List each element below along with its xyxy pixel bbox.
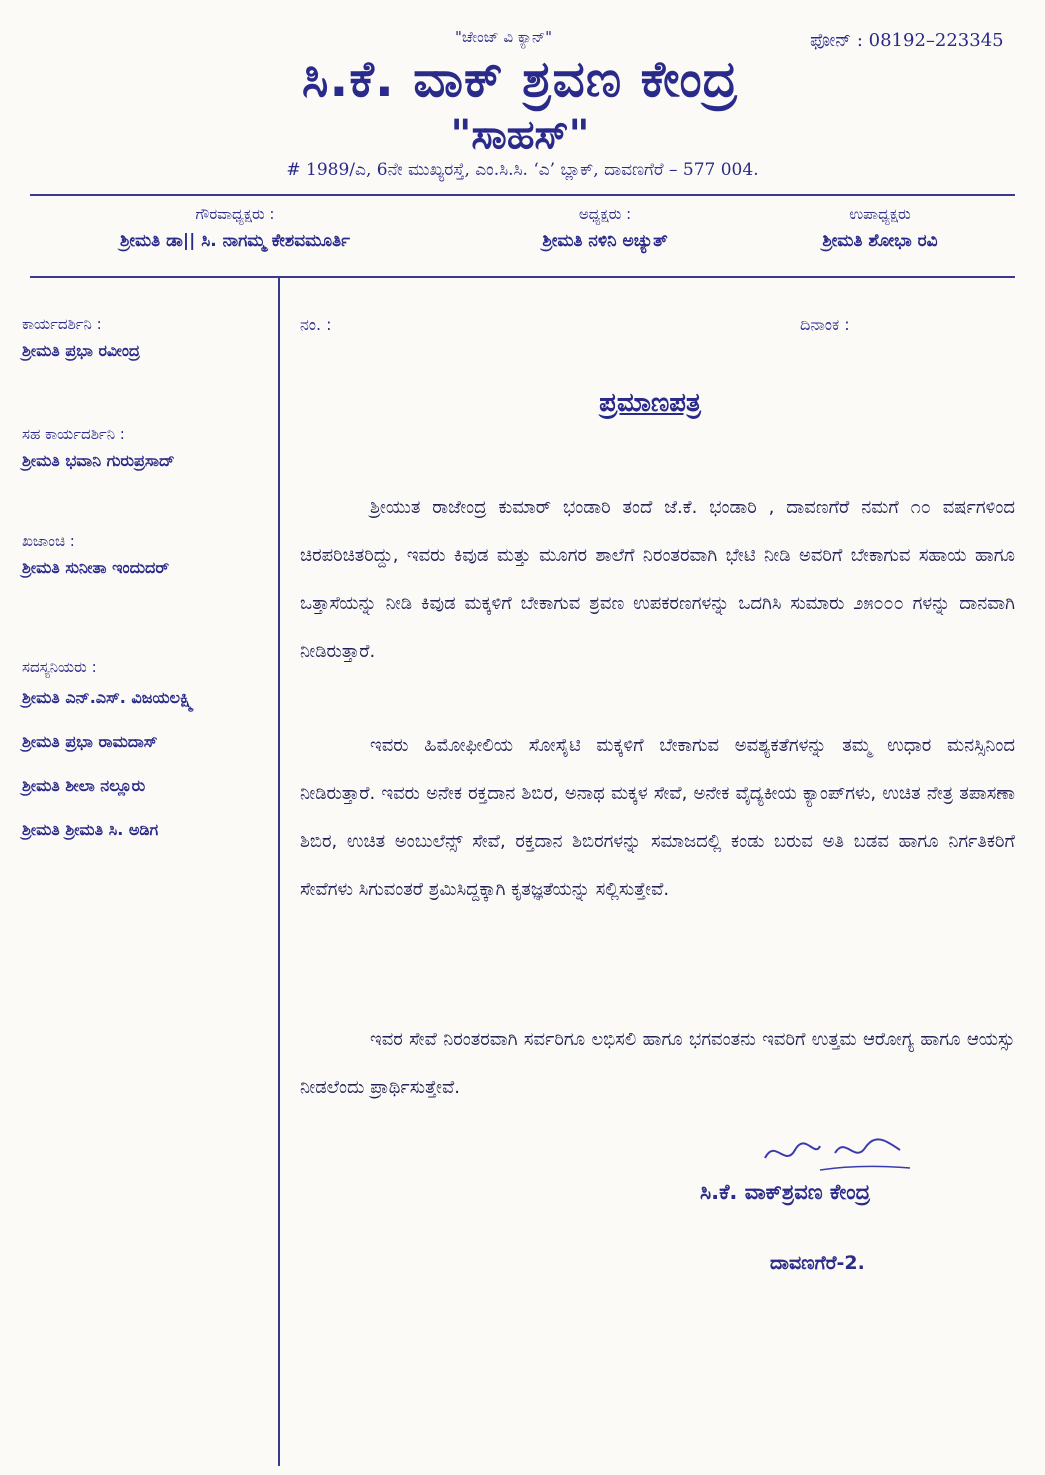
paragraph-text: ಇವರ ಸೇವೆ ನಿರಂತರವಾಗಿ ಸರ್ವರಿಗೂ ಲಭಿಸಲಿ ಹಾಗೂ ಭಗವಂತನು ಇವರಿಗೆ ಉತ್ತಮ ಆರೋಗ್ಯ ಹಾಗೂ ಆಯಸ್ಸು ನೀಡಲೆಂದು ಪ್ರಾರ್ಥಿಸುತ್ತೇವೆ.: [300, 1029, 1015, 1098]
person-name: ಶ್ರೀಮತಿ ಡಾ|| ಸಿ. ನಾಗಮ್ಮ ಕೇಶವಮೂರ್ತಿ: [120, 231, 350, 251]
office-bearer-honorary-president: [70, 205, 400, 251]
paragraph-1: [300, 484, 1015, 676]
member-name: ಶ್ರೀಮತಿ ಶೀಲಾ ನಲ್ಲೂರು: [22, 776, 146, 795]
role-label: ಉಪಾಧ್ಯಕ್ಷರು: [849, 205, 911, 223]
signature-org-name: ಸಿ.ಕೆ. ವಾಕ್‌ಶ್ರವಣ ಕೇಂದ್ರ: [700, 1180, 871, 1204]
office-divider: [30, 276, 1015, 278]
member-name: ಶ್ರೀಮತಿ ಎನ್.ಎಸ್. ವಿಜಯಲಕ್ಷ್ಮಿ: [22, 688, 194, 707]
sidebar-joint-secretary: [22, 425, 272, 471]
paragraph-2: [300, 722, 1015, 914]
paragraph-3: [300, 1016, 1015, 1112]
person-name: ಶ್ರೀಮತಿ ಶೋಭಾ ರವಿ: [822, 231, 938, 251]
member-name: ಶ್ರೀಮತಿ ಪ್ರಭಾ ರಾಮದಾಸ್: [22, 732, 158, 751]
handwritten-signature: [760, 1128, 920, 1182]
signature-scribble: [760, 1128, 920, 1178]
office-bearer-vice-president: [770, 205, 990, 251]
person-name: ಶ್ರೀಮತಿ ಭವಾನಿ ಗುರುಪ್ರಸಾದ್: [22, 451, 175, 470]
date-label: ದಿನಾಂಕ :: [800, 315, 850, 334]
role-label: ಕಾರ್ಯದರ್ಶಿನಿ :: [22, 315, 102, 333]
org-name: ಸಿ.ಕೆ. ವಾಕ್ ಶ್ರವಣ ಕೇಂದ್ರ: [301, 50, 739, 108]
header-divider: [30, 194, 1015, 196]
tagline: "ಚೇಂಜ್ ವಿ ಕ್ಯಾನ್": [455, 28, 553, 46]
sidebar-members: [22, 658, 272, 864]
paragraph-text: ಇವರು ಹಿಮೋಫೀಲಿಯ ಸೋಸೈಟಿ ಮಕ್ಕಳಿಗೆ ಬೇಕಾಗುವ ಅವಶ್ಯಕತೆಗಳನ್ನು ತಮ್ಮ ಉಧಾರ ಮನಸ್ಸಿನಿಂದ ನೀಡಿರುತ್ತಾರೆ. ಇವರು ಅನೇಕ ರಕ್ತದಾನ ಶಿಬಿರ, ಅನಾಥ ಮಕ್ಕಳ ಸೇವೆ, ಅನೇಕ ವೈದ್ಯಕೀಯ ಕ್ಯಾಂಪ್‌ಗಳು, ಉಚಿತ ನೇತ್ರ ತಪಾಸಣಾ ಶಿಬಿರ, ಉಚಿತ ಅಂಬುಲೆನ್ಸ್ ಸೇವೆ, ರಕ್ತದಾನ ಶಿಬಿರಗಳನ್ನು ಸಮಾಜದಲ್ಲಿ ಕಂಡು ಬರುವ ಅತಿ ಬಡವ ಹಾಗೂ ನಿರ್ಗತಿಕರಿಗೆ ಸೇವೆಗಳು ಸಿಗುವಂತರೆ ಶ್ರಮಿಸಿದ್ದಕ್ಕಾಗಿ ಕೃತಜ್ಞತೆಯನ್ನು ಸಲ್ಲಿಸುತ್ತೇವೆ.: [300, 735, 1015, 900]
person-name: ಶ್ರೀಮತಿ ಪ್ರಭಾ ರವೀಂದ್ರ: [22, 341, 140, 360]
role-label: ಸಹ ಕಾರ್ಯದರ್ಶಿನಿ :: [22, 425, 125, 443]
sidebar-divider: [278, 276, 280, 1466]
members-label: ಸದಸ್ಯನಿಯರು :: [22, 658, 97, 676]
role-label: ಗೌರವಾಧ್ಯಕ್ಷರು :: [195, 205, 275, 223]
sidebar-secretary: [22, 315, 272, 361]
certificate-title: ಪ್ರಮಾಣಪತ್ರ: [599, 388, 701, 418]
role-label: ಖಜಾಂಚಿ :: [22, 532, 75, 550]
sidebar-treasurer: [22, 532, 272, 578]
org-subtitle: "ಸಾಹಸ್": [450, 112, 590, 158]
phone-number: ಫೋನ್ : 08192–223345: [810, 30, 1004, 51]
person-name: ಶ್ರೀಮತಿ ಸುನೀತಾ ಇಂದುದರ್: [22, 558, 170, 577]
seal-place: ದಾವಣಗೆರೆ-2.: [770, 1252, 865, 1274]
org-address: # 1989/ಎ, 6ನೇ ಮುಖ್ಯರಸ್ತೆ, ಎಂ.ಸಿ.ಸಿ. ‘ಎ’ ಬ್ಲಾಕ್, ದಾವಣಗೆರೆ – 577 004.: [286, 160, 759, 180]
reference-number-label: ನಂ. :: [300, 315, 332, 334]
member-name: ಶ್ರೀಮತಿ ಶ್ರೀಮತಿ ಸಿ. ಅಡಿಗ: [22, 820, 159, 839]
role-label: ಅಧ್ಯಕ್ಷರು :: [578, 205, 632, 223]
paragraph-text: ಶ್ರೀಯುತ ರಾಜೇಂದ್ರ ಕುಮಾರ್ ಭಂಡಾರಿ ತಂದೆ ಜೆ.ಕೆ. ಭಂಡಾರಿ , ದಾವಣಗೆರೆ ನಮಗೆ ೧೦ ವರ್ಷಗಳಿಂದ ಚಿರಪರಿಚಿತರಿದ್ದು, ಇವರು ಕಿವುಡ ಮತ್ತು ಮೂಗರ ಶಾಲೆಗೆ ನಿರಂತರವಾಗಿ ಭೇಟಿ ನೀಡಿ ಅವರಿಗೆ ಬೇಕಾಗುವ ಸಹಾಯ ಹಾಗೂ ಒತ್ತಾಸೆಯನ್ನು ನೀಡಿ ಕಿವುಡ ಮಕ್ಕಳಿಗೆ ಬೇಕಾಗುವ ಶ್ರವಣ ಉಪಕರಣಗಳನ್ನು ಒದಗಿಸಿ ಸುಮಾರು ೨೫೦೦೦ ಗಳನ್ನು ದಾನವಾಗಿ ನೀಡಿರುತ್ತಾರೆ.: [300, 497, 1015, 662]
person-name: ಶ್ರೀಮತಿ ನಳಿನಿ ಅಚ್ಯುತ್: [542, 231, 668, 251]
office-bearer-president: [480, 205, 730, 251]
